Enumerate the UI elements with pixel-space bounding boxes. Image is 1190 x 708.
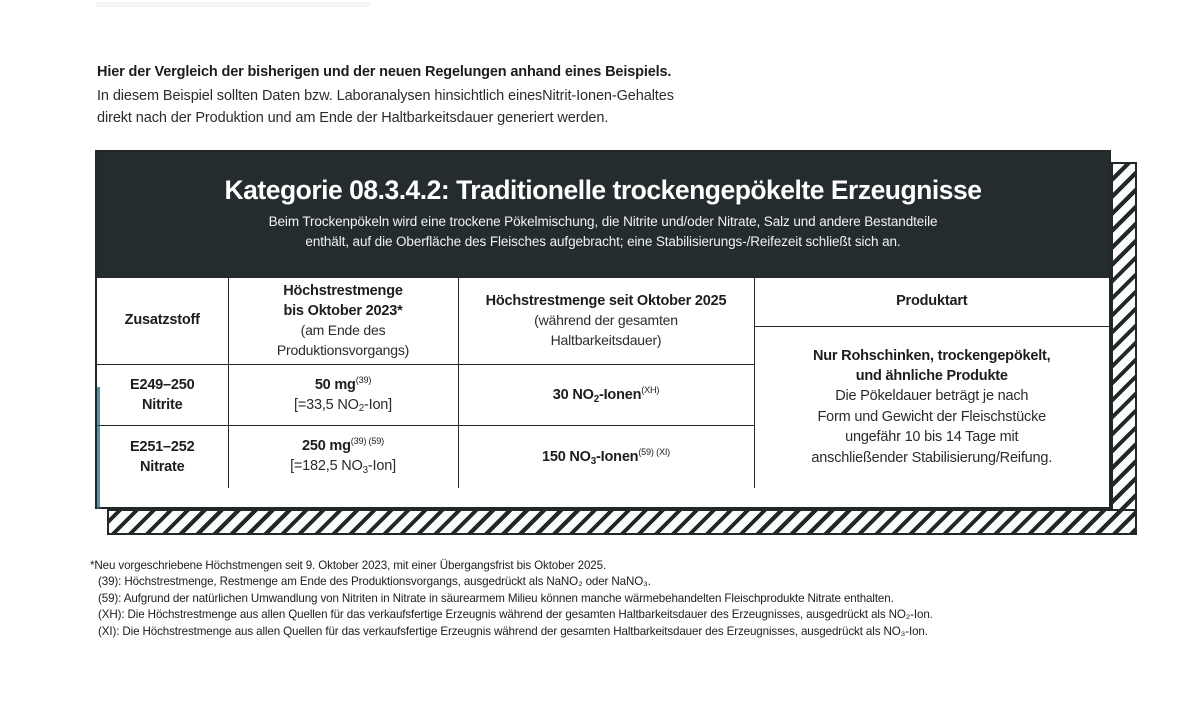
intro-lead-line: Hier der Vergleich der bisherigen und der neuen Regelungen anhand eines Beispiels. [97, 64, 672, 80]
limit-2025-value-nitrite [465, 385, 748, 405]
cell-product-description [754, 327, 1109, 488]
category-panel-body [95, 150, 1111, 509]
limit-2023-ion-pre-nitrite: [=33,5 NO [294, 396, 359, 413]
header-cell-additive [97, 278, 228, 365]
limit-2023-ion-nitrate [235, 456, 452, 477]
limit-2023-ion-sub-nitrite: 2 [358, 403, 364, 415]
header-limit-2023-note-1: (am Ende des [300, 322, 386, 338]
additive-code-nitrite: E249–250 [129, 377, 195, 393]
header-additive-label: Zusatzstoff [124, 312, 200, 329]
limit-2025-pre-nitrate: 150 NO [541, 448, 591, 465]
product-description-line-2: Form und Gewicht der Fleischstücke [817, 408, 1046, 425]
limit-2025-pre-nitrite: 30 NO [552, 387, 594, 403]
limits-table [97, 277, 1109, 488]
limit-2023-number-nitrate: 250 mg [302, 438, 351, 455]
limit-2025-footnote-ref-nitrate: (59) (XI) [638, 446, 671, 457]
panel-header [97, 152, 1109, 277]
header-limit-2023-note-2: Produktionsvorgangs) [276, 341, 410, 358]
panel-title: Kategorie 08.3.4.2: Traditionelle trockengepökelte Erzeugnisse [224, 175, 982, 205]
footnote-59: (59): Aufgrund der natürlichen Umwandlung von Nitriten in Nitrate in säurearmem Milieu können manche wärmebehandelten Fleischprodukte Nitrate enthalten. [98, 591, 894, 605]
hatched-shadow-right [1111, 162, 1137, 535]
header-product-type-label: Produktart [896, 293, 968, 310]
panel-subtitle-line-1: Beim Trockenpökeln wird eine trockene Pökelmischung, die Nitrite und/oder Nitrate, Salz und andere Bestandteile [268, 214, 938, 229]
product-description-bold-2: und ähnliche Produkte [855, 368, 1008, 385]
hatched-shadow-bottom [107, 509, 1137, 535]
header-limit-2023-line-2: bis Oktober 2023* [283, 302, 403, 319]
footnote-xh: (XH): Die Höchstrestmenge aus allen Quellen für das verkaufsfertige Erzeugnis während der gesamten Haltbarkeitsdauer des Erzeugnisses, ausgedrückt als NO₂-Ion. [98, 608, 933, 622]
header-limit-2025-note-1: (während der gesamten [534, 312, 678, 329]
cell-additive-nitrate [97, 426, 228, 488]
limit-2023-value-nitrate [235, 436, 452, 456]
limit-2023-ion-sub-nitrate: 3 [362, 465, 368, 476]
footnotes-block [90, 558, 1150, 640]
limit-2025-post-nitrite: -Ionen [598, 387, 642, 403]
intro-body-line-2: direkt nach der Produktion und am Ende der Haltbarkeitsdauer generiert werden. [97, 109, 609, 126]
additive-code-nitrate: E251–252 [129, 438, 195, 455]
panel-subtitle-line-2: enthält, auf die Oberfläche des Fleisches aufgebracht; eine Stabilisierungs-/Reifezeit schließt sich an. [305, 234, 901, 249]
limit-2023-footnote-ref-nitrate: (39) (59) [350, 436, 384, 447]
cell-limit-2025-nitrite [458, 365, 754, 426]
limit-2025-sub-nitrite: 2 [593, 393, 599, 405]
header-cell-product-type [754, 278, 1109, 327]
top-accent-bar [96, 2, 370, 7]
footnote-asterisk: *Neu vorgeschriebene Höchstmengen seit 9. Oktober 2023, mit einer Übergangsfrist bis Oktober 2025. [90, 559, 607, 572]
additive-name-nitrite: Nitrite [142, 397, 183, 413]
category-panel [95, 150, 1137, 535]
limit-2025-footnote-ref-nitrite: (XH) [641, 385, 660, 396]
limit-2025-value-nitrate [465, 447, 748, 467]
cell-limit-2023-nitrate [228, 426, 458, 488]
header-limit-2025-note-2: Haltbarkeitsdauer) [550, 331, 662, 348]
limit-2023-ion-post-nitrite: -Ion] [363, 396, 392, 413]
header-limit-2025-line-1: Höchstrestmenge seit Oktober 2025 [485, 292, 727, 309]
product-description-line-1: Die Pökeldauer beträgt je nach [835, 388, 1029, 405]
header-cell-limit-2023 [228, 278, 458, 365]
intro-text-block [97, 62, 857, 129]
limit-2023-footnote-ref-nitrite: (39) [355, 374, 372, 385]
limit-2025-sub-nitrate: 3 [590, 455, 597, 467]
header-cell-limit-2025 [458, 278, 754, 365]
limit-2025-post-nitrate: -Ionen [596, 448, 639, 465]
table-header-row-top [97, 278, 1109, 327]
footnote-xi: (XI): Die Höchstrestmenge aus allen Quellen für das verkaufsfertige Erzeugnis während der gesamten Haltbarkeitsdauer des Erzeugnisses, ausgedrückt als NO₃-Ion. [98, 624, 928, 638]
cell-limit-2023-nitrite [228, 365, 458, 426]
limit-2023-value-nitrite [235, 375, 452, 395]
cell-additive-nitrite [97, 365, 228, 426]
product-description-line-3: ungefähr 10 bis 14 Tage mit [845, 429, 1019, 446]
intro-body-line-1: In diesem Beispiel sollten Daten bzw. Laboranalysen hinsichtlich einesNitrit-Ionen-Gehaltes [97, 88, 674, 104]
product-description-line-4: anschließender Stabilisierung/Reifung. [811, 449, 1053, 466]
limit-2023-ion-nitrite [235, 395, 452, 416]
header-limit-2023-line-1: Höchstrestmenge [283, 283, 403, 299]
limit-2023-number-nitrite: 50 mg [314, 376, 356, 393]
additive-name-nitrate: Nitrate [139, 458, 185, 475]
cell-limit-2025-nitrate [458, 426, 754, 488]
product-description-bold-1: Nur Rohschinken, trockengepökelt, [812, 348, 1051, 365]
limit-2023-ion-pre-nitrate: [=182,5 NO [290, 458, 363, 475]
teal-accent-edge [97, 387, 100, 509]
footnote-39: (39): Höchstrestmenge, Restmenge am Ende des Produktionsvorgangs, ausgedrückt als NaNO₂ oder NaNO₃. [98, 575, 651, 589]
limit-2023-ion-post-nitrate: -Ion] [367, 458, 396, 475]
